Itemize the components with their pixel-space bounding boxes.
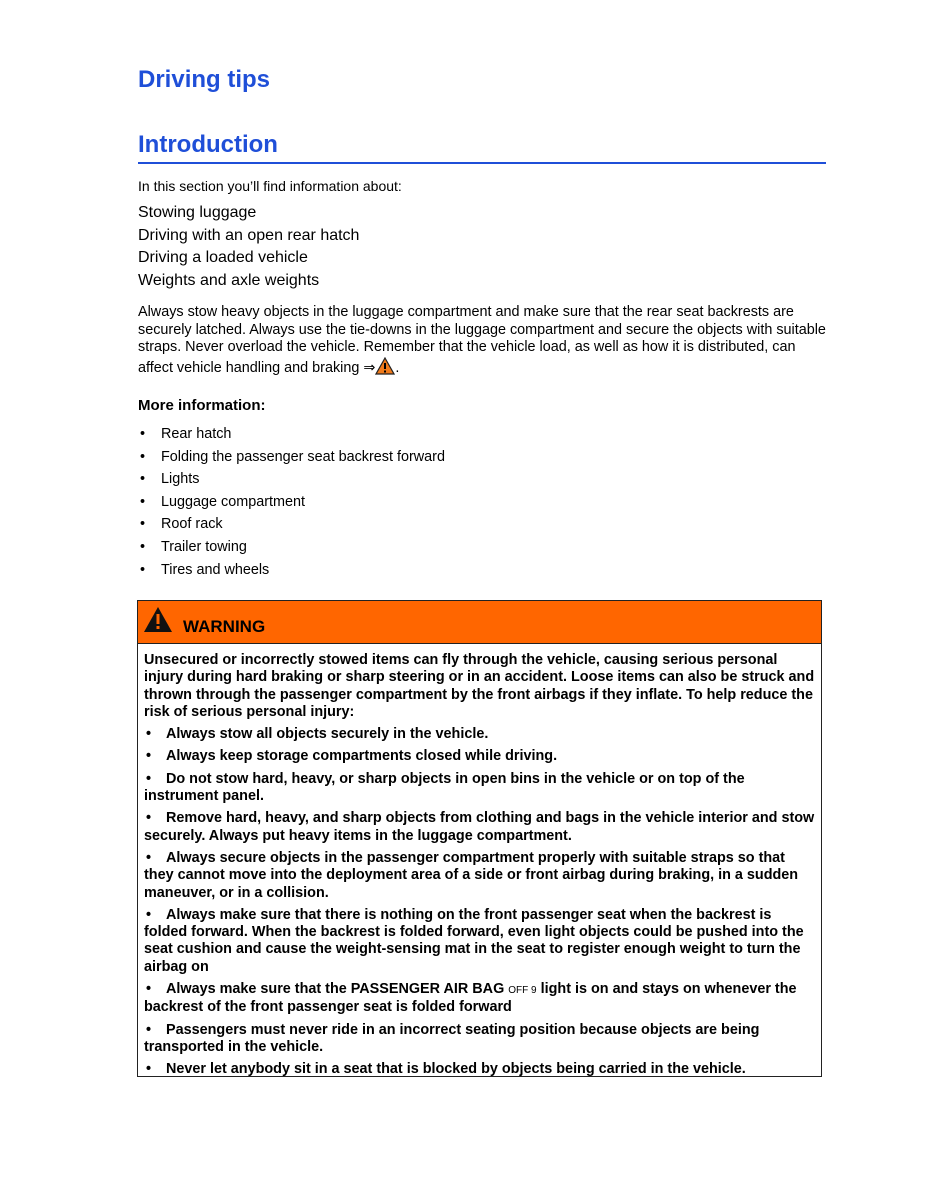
warning-item: • Always keep storage compartments closed while driving.: [146, 748, 558, 765]
more-info-item[interactable]: • Lights: [140, 471, 200, 488]
more-info-item[interactable]: • Roof rack: [140, 516, 223, 533]
topic-item[interactable]: Weights and axle weights: [138, 272, 320, 290]
more-info-item[interactable]: • Folding the passenger seat backrest forward: [140, 448, 445, 465]
warning-box: [137, 600, 822, 1077]
warning-label: WARNING: [183, 617, 266, 636]
heading-rule: [138, 162, 826, 164]
topic-item[interactable]: Driving a loaded vehicle: [138, 249, 308, 267]
more-info-item[interactable]: • Tires and wheels: [140, 561, 270, 578]
topic-item[interactable]: Stowing luggage: [138, 204, 257, 221]
warning-item: • Always make sure that the PASSENGER AIR BAG OFF 9 light is on and stays on whenever the backrest of the front passenger seat is folded forward: [144, 981, 797, 1016]
topic-list: [138, 202, 359, 293]
more-info-list: [138, 423, 445, 581]
intro-text: In this section you’ll find information about:: [138, 178, 402, 194]
more-info-item[interactable]: • Trailer towing: [140, 538, 247, 555]
warning-item: • Always secure objects in the passenger compartment properly with suitable straps so that they cannot move into the deployment area of a side or front airbag during braking, in a sudden maneuver, or in a collision.: [144, 849, 799, 901]
warning-item: • Always stow all objects securely in the vehicle.: [146, 726, 489, 743]
more-info-item[interactable]: • Rear hatch: [140, 426, 232, 442]
warning-item: • Remove hard, heavy, and sharp objects from clothing and bags in the vehicle interior and stow securely. Always put heavy items in the luggage compartment.: [144, 810, 815, 844]
more-info-heading: More information:: [138, 397, 266, 414]
warning-intro: Unsecured or incorrectly stowed items can fly through the vehicle, causing serious personal injury during hard braking or sharp steering or in an accident. Loose items can also be struck and thrown through the passenger compartment by the front airbags if they inflate. To help reduce the risk of serious personal injury:: [144, 652, 815, 720]
airbag-off-symbol: OFF 9: [508, 985, 537, 997]
warning-item: • Passengers must never ride in an incorrect seating position because objects are being transported in the vehicle.: [144, 1021, 760, 1055]
body-paragraph-text: Always stow heavy objects in the luggage compartment and make sure that the rear seat backrests are securely latched. Always use the tie-downs in the luggage compartment and secure the objects with suitable straps. Never overload the vehicle. Remember that the vehicle load, as well as how it is distributed, can affect vehicle handling and braking ⇒: [138, 304, 826, 376]
warning-header: [138, 601, 821, 644]
warning-content: [138, 644, 821, 1079]
warning-triangle-icon: [143, 606, 173, 634]
warning-item: • Do not stow hard, heavy, or sharp objects in open bins in the vehicle or on top of the instrument panel.: [144, 770, 745, 805]
warning-item: • Always make sure that there is nothing on the front passenger seat when the backrest is folded forward. When the backrest is folded forward, even light objects could be pushed into the seat cushion and cause the weight-sensing mat in the seat to register enough weight to turn the airbag on: [144, 906, 804, 975]
body-paragraph-end: .: [395, 359, 400, 376]
warning-triangle-icon[interactable]: [375, 357, 395, 375]
section-heading: Introduction: [138, 131, 278, 158]
more-info-item[interactable]: • Luggage compartment: [140, 493, 305, 510]
topic-item[interactable]: Driving with an open rear hatch: [138, 226, 360, 244]
page-title: Driving tips: [138, 66, 271, 93]
body-paragraph: [138, 304, 828, 377]
warning-item: • Never let anybody sit in a seat that is blocked by objects being carried in the vehicle.: [146, 1061, 746, 1078]
